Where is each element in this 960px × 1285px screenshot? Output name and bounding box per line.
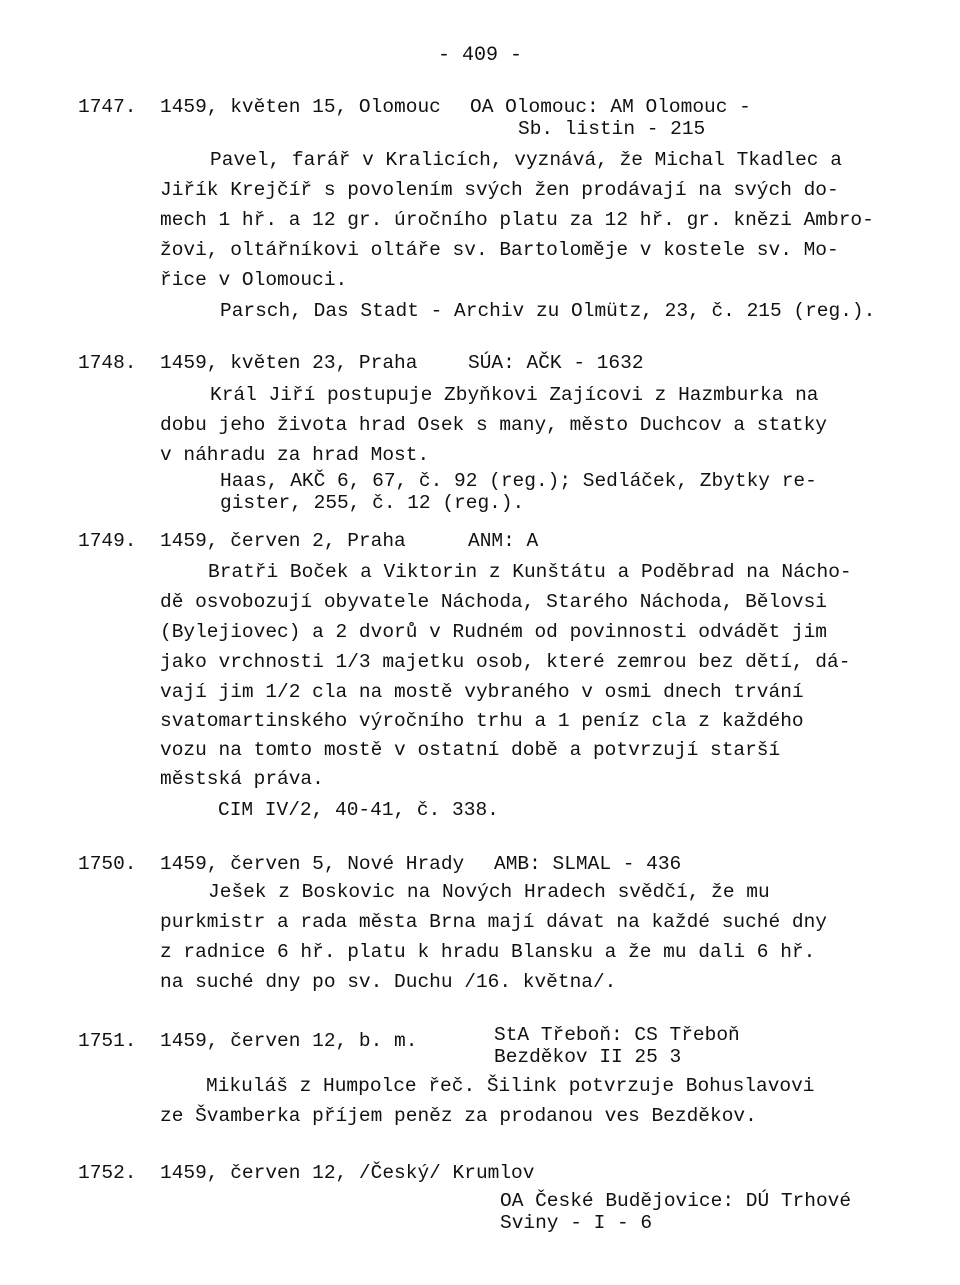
reference-line: Parsch, Das Stadt - Archiv zu Olmütz, 23, č. 215 (reg.). xyxy=(220,300,876,322)
entry-date-place: 1459, červen 12, b. m. xyxy=(160,1030,418,1052)
regest-line: dobu jeho života hrad Osek s many, město Duchcov a statky xyxy=(160,414,828,436)
entry-number: 1750. xyxy=(78,853,137,875)
regest-line: Mikuláš z Humpolce řeč. Šilink potvrzuje Bohuslavovi xyxy=(206,1075,815,1097)
regest-line: ze Švamberka příjem peněz za prodanou ves Bezděkov. xyxy=(160,1105,757,1127)
reference-line: gister, 255, č. 12 (reg.). xyxy=(220,492,525,514)
archive-line: Bezděkov II 25 3 xyxy=(494,1046,682,1068)
regest-line: Ješek z Boskovic na Nových Hradech svědčí, že mu xyxy=(208,881,770,903)
regest-line: vozu na tomto mostě v ostatní době a potvrzují starší xyxy=(160,739,781,761)
regest-line: jako vrchnosti 1/3 majetku osob, které zemrou bez dětí, dá- xyxy=(160,651,851,673)
regest-line: na suché dny po sv. Duchu /16. května/. xyxy=(160,971,617,993)
archive-line: OA Olomouc: AM Olomouc - xyxy=(470,96,751,118)
entry-number: 1749. xyxy=(78,530,137,552)
regest-line: Bratři Boček a Viktorin z Kunštátu a Poděbrad na Nácho- xyxy=(208,561,852,583)
regest-line: Pavel, farář v Kralicích, vyznává, že Michal Tkadlec a xyxy=(210,149,842,171)
archive-line: Sviny - I - 6 xyxy=(500,1212,653,1234)
regest-line: Jiřík Krejčíř s povolením svých žen prodávají na svých do- xyxy=(160,179,839,201)
archive-line: Sb. listin - 215 xyxy=(518,118,706,140)
archive-line: SÚA: AČK - 1632 xyxy=(468,352,644,374)
archive-line: OA České Budějovice: DÚ Trhové xyxy=(500,1190,852,1212)
entry-number: 1748. xyxy=(78,352,137,374)
reference-line: CIM IV/2, 40-41, č. 338. xyxy=(218,799,499,821)
regest-line: městská práva. xyxy=(160,768,324,790)
reference-line: Haas, AKČ 6, 67, č. 92 (reg.); Sedláček, Zbytky re- xyxy=(220,470,817,492)
archive-line: ANM: A xyxy=(468,530,539,552)
entry-number: 1752. xyxy=(78,1162,137,1184)
entry-date-place: 1459, květen 23, Praha xyxy=(160,352,418,374)
archive-line: AMB: SLMAL - 436 xyxy=(494,853,682,875)
regest-line: (Bylejiovec) a 2 dvorů v Rudném od povinnosti odvádět jim xyxy=(160,621,828,643)
regest-line: dě osvobozují obyvatele Náchoda, Starého Náchoda, Bělovsi xyxy=(160,591,828,613)
regest-line: v náhradu za hrad Most. xyxy=(160,444,430,466)
entry-date-place: 1459, červen 2, Praha xyxy=(160,530,406,552)
regest-line: mech 1 hř. a 12 gr. úročního platu za 12 hř. gr. knězi Ambro- xyxy=(160,209,874,231)
regest-line: vají jim 1/2 cla na mostě vybraného v osmi dnech trvání xyxy=(160,681,804,703)
entry-date-place: 1459, červen 12, /Český/ Krumlov xyxy=(160,1162,535,1184)
entry-number: 1751. xyxy=(78,1030,137,1052)
page-number: - 409 - xyxy=(437,44,522,67)
regest-line: Král Jiří postupuje Zbyňkovi Zajícovi z Hazmburka na xyxy=(210,384,819,406)
regest-line: purkmistr a rada města Brna mají dávat na každé suché dny xyxy=(160,911,828,933)
entry-date-place: 1459, květen 15, Olomouc xyxy=(160,96,441,118)
regest-line: řice v Olomouci. xyxy=(160,269,348,291)
regest-line: svatomartinského výročního trhu a 1 peníz cla z každého xyxy=(160,710,804,732)
entry-date-place: 1459, červen 5, Nové Hrady xyxy=(160,853,465,875)
archive-line: StA Třeboň: CS Třeboň xyxy=(494,1024,740,1046)
regest-line: žovi, oltářníkovi oltáře sv. Bartoloměje v kostele sv. Mo- xyxy=(160,239,839,261)
entry-number: 1747. xyxy=(78,96,137,118)
regest-line: z radnice 6 hř. platu k hradu Blansku a že mu dali 6 hř. xyxy=(160,941,816,963)
